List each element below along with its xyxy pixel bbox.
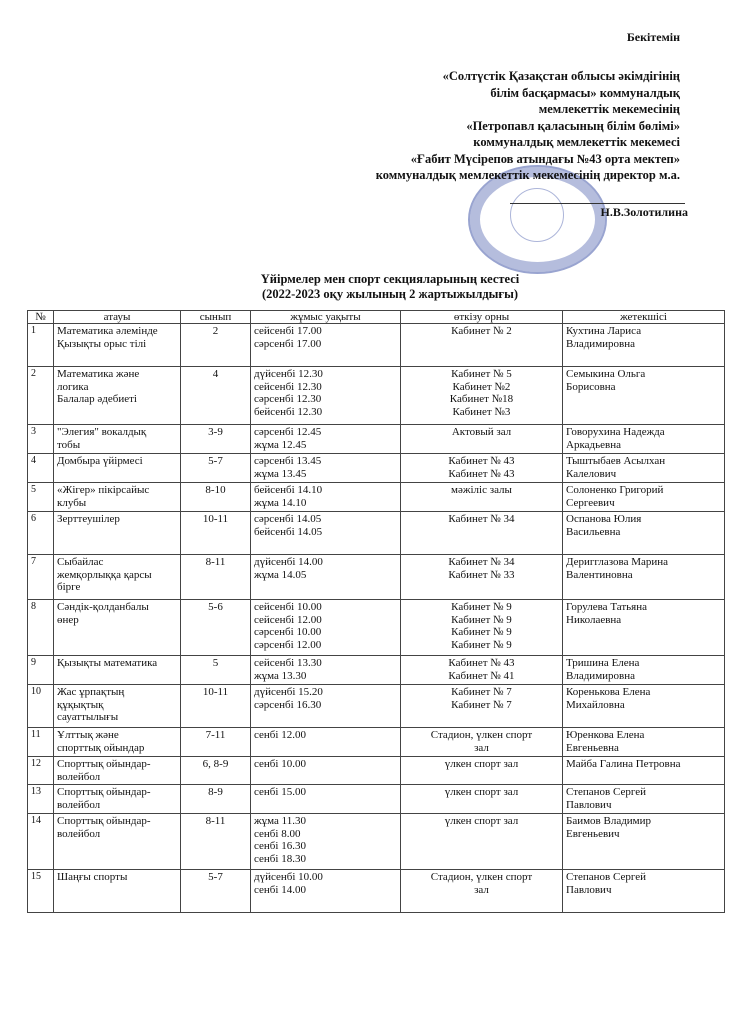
venue: үлкен спорт зал	[401, 814, 563, 870]
schedule-time: сенбі 15.00	[251, 785, 401, 814]
venue: үлкен спорт зал	[401, 785, 563, 814]
row-number: 15	[28, 870, 54, 913]
table-row	[28, 685, 725, 728]
row-number: 4	[28, 454, 54, 483]
schedule-time: бейсенбі 14.10 жұма 14.10	[251, 483, 401, 512]
row-number: 1	[28, 324, 54, 367]
leader-name: Говорухина Надежда Аркадьевна	[563, 425, 725, 454]
schedule-time: дүйсенбі 14.00 жұма 14.05	[251, 555, 401, 600]
leader-name: Семыкина Ольга Борисовна	[563, 367, 725, 425]
leader-name: Деригглазова Марина Валентиновна	[563, 555, 725, 600]
header-number: №	[28, 311, 54, 324]
grade: 10-11	[181, 685, 251, 728]
table-body	[28, 324, 725, 913]
row-number: 9	[28, 656, 54, 685]
venue: Стадион, үлкен спорт зал	[401, 870, 563, 913]
table-row	[28, 728, 725, 757]
row-number: 11	[28, 728, 54, 757]
grade: 4	[181, 367, 251, 425]
row-number: 14	[28, 814, 54, 870]
table-row	[28, 757, 725, 785]
schedule-time: дүйсенбі 15.20 сәрсенбі 16.30	[251, 685, 401, 728]
header-name: атауы	[54, 311, 181, 324]
grade: 5-7	[181, 454, 251, 483]
leader-name: Степанов Сергей Павлович	[563, 870, 725, 913]
activity-name: Математика және логика Балалар әдебиеті	[54, 367, 181, 425]
subtitle-line: (2022-2023 оқу жылының 2 жартыжылдығы)	[261, 287, 519, 301]
grade: 2	[181, 324, 251, 367]
venue: Кабинет № 34	[401, 512, 563, 555]
row-number: 6	[28, 512, 54, 555]
signature-name: Н.В.Золотилина	[600, 205, 688, 219]
header-line: «Солтүстік Қазақстан облысы әкімдігінің	[442, 69, 680, 83]
schedule-time: сәрсенбі 14.05 бейсенбі 14.05	[251, 512, 401, 555]
row-number: 7	[28, 555, 54, 600]
header-line: «Ғабит Мүсірепов атындағы №43 орта мектеп»	[410, 151, 680, 166]
signature-line	[510, 203, 685, 204]
venue: Кабинет № 43 Кабинет № 43	[401, 454, 563, 483]
schedule-table	[27, 310, 725, 913]
leader-name: Кухтина Лариса Владимировна	[563, 324, 725, 367]
leader-name: Солоненко Григорий Сергеевич	[563, 483, 725, 512]
activity-name: Шаңғы спорты	[54, 870, 181, 913]
grade: 5	[181, 656, 251, 685]
grade: 6, 8-9	[181, 757, 251, 785]
grade: 8-11	[181, 814, 251, 870]
activity-name: Зерттеушілер	[54, 512, 181, 555]
venue: Кабинет № 9 Кабинет № 9 Кабинет № 9 Кабинет № 9	[401, 600, 563, 656]
grade: 10-11	[181, 512, 251, 555]
schedule-time: сейсенбі 13.30 жұма 13.30	[251, 656, 401, 685]
header-line: мемлекеттік мекемесінің	[538, 102, 680, 116]
leader-name: Оспанова Юлия Васильевна	[563, 512, 725, 555]
table-row	[28, 483, 725, 512]
activity-name: Ұлттық және спорттық ойындар	[54, 728, 181, 757]
approval-label: Бекітемін	[626, 30, 680, 44]
activity-name: Спорттық ойындар- волейбол	[54, 785, 181, 814]
grade: 8-10	[181, 483, 251, 512]
table-row	[28, 367, 725, 425]
table-row	[28, 512, 725, 555]
grade: 8-9	[181, 785, 251, 814]
leader-name: Горулева Татьяна Николаевна	[563, 600, 725, 656]
leader-name: Степанов Сергей Павлович	[563, 785, 725, 814]
grade: 8-11	[181, 555, 251, 600]
venue: үлкен спорт зал	[401, 757, 563, 785]
row-number: 5	[28, 483, 54, 512]
venue: Кабинет № 43 Кабинет № 41	[401, 656, 563, 685]
table-row	[28, 425, 725, 454]
header-line: білім басқармасы» коммуналдық	[490, 85, 680, 100]
grade: 5-7	[181, 870, 251, 913]
row-number: 10	[28, 685, 54, 728]
activity-name: "Элегия" вокалдық тобы	[54, 425, 181, 454]
leader-name: Майба Галина Петровна	[563, 757, 725, 785]
grade: 7-11	[181, 728, 251, 757]
leader-name: Коренькова Елена Михайловна	[563, 685, 725, 728]
leader-name: Тришина Елена Владимировна	[563, 656, 725, 685]
activity-name: Спорттық ойындар- волейбол	[54, 757, 181, 785]
row-number: 3	[28, 425, 54, 454]
activity-name: «Жігер» пікірсайыс клубы	[54, 483, 181, 512]
venue: Кабинет № 7 Кабинет № 7	[401, 685, 563, 728]
header-line: коммуналдық мемлекеттік мекемесінің директор м.а.	[375, 168, 680, 182]
table-row	[28, 454, 725, 483]
schedule-time: сәрсенбі 13.45 жұма 13.45	[251, 454, 401, 483]
schedule-time: дүйсенбі 12.30 сейсенбі 12.30 сәрсенбі 12.30 бейсенбі 12.30	[251, 367, 401, 425]
grade: 3-9	[181, 425, 251, 454]
schedule-time: сәрсенбі 12.45 жұма 12.45	[251, 425, 401, 454]
row-number: 13	[28, 785, 54, 814]
table-row	[28, 870, 725, 913]
leader-name: Тыштыбаев Асылхан Калелович	[563, 454, 725, 483]
schedule-time: дүйсенбі 10.00 сенбі 14.00	[251, 870, 401, 913]
document-title	[200, 272, 580, 302]
activity-name: Домбыра үйірмесі	[54, 454, 181, 483]
institution-header	[280, 68, 680, 184]
activity-name: Математика әлемінде Қызықты орыс тілі	[54, 324, 181, 367]
venue: Актовый зал	[401, 425, 563, 454]
grade: 5-6	[181, 600, 251, 656]
table-row	[28, 600, 725, 656]
table-row	[28, 656, 725, 685]
venue: Кабинет № 34 Кабинет № 33	[401, 555, 563, 600]
table-row	[28, 814, 725, 870]
activity-name: Жас ұрпақтың құқықтық сауаттылығы	[54, 685, 181, 728]
activity-name: Қызықты математика	[54, 656, 181, 685]
header-leader: жетекшісі	[563, 311, 725, 324]
row-number: 12	[28, 757, 54, 785]
table-header-row	[28, 311, 725, 324]
header-grade: сынып	[181, 311, 251, 324]
venue: мәжіліс залы	[401, 483, 563, 512]
schedule-time: сейсенбі 10.00 сейсенбі 12.00 сәрсенбі 10.00 сәрсенбі 12.00	[251, 600, 401, 656]
header-time: жұмыс уақыты	[251, 311, 401, 324]
table-row	[28, 785, 725, 814]
row-number: 8	[28, 600, 54, 656]
venue: Кабинет № 2	[401, 324, 563, 367]
venue: Кабинет № 5 Кабинет №2 Кабинет №18 Кабинет №3	[401, 367, 563, 425]
row-number: 2	[28, 367, 54, 425]
venue: Стадион, үлкен спорт зал	[401, 728, 563, 757]
activity-name: Спорттық ойындар- волейбол	[54, 814, 181, 870]
table-row	[28, 324, 725, 367]
schedule-time: жұма 11.30 сенбі 8.00 сенбі 16.30 сенбі 18.30	[251, 814, 401, 870]
schedule-time: сенбі 12.00	[251, 728, 401, 757]
header-line: «Петропавл қаласының білім бөлімі»	[466, 118, 680, 133]
leader-name: Юренкова Елена Евгеньевна	[563, 728, 725, 757]
activity-name: Сәндік-қолданбалы өнер	[54, 600, 181, 656]
schedule-time: сенбі 10.00	[251, 757, 401, 785]
leader-name: Баимов Владимир Евгеньевич	[563, 814, 725, 870]
header-line: коммуналдық мемлекеттік мекемесі	[473, 135, 680, 149]
table-row	[28, 555, 725, 600]
schedule-time: сейсенбі 17.00 сәрсенбі 17.00	[251, 324, 401, 367]
activity-name: Сыбайлас жемқорлыққа қарсы бірге	[54, 555, 181, 600]
title-line: Үйірмелер мен спорт секцияларының кестесі	[260, 272, 520, 286]
header-place: өткізу орны	[401, 311, 563, 324]
